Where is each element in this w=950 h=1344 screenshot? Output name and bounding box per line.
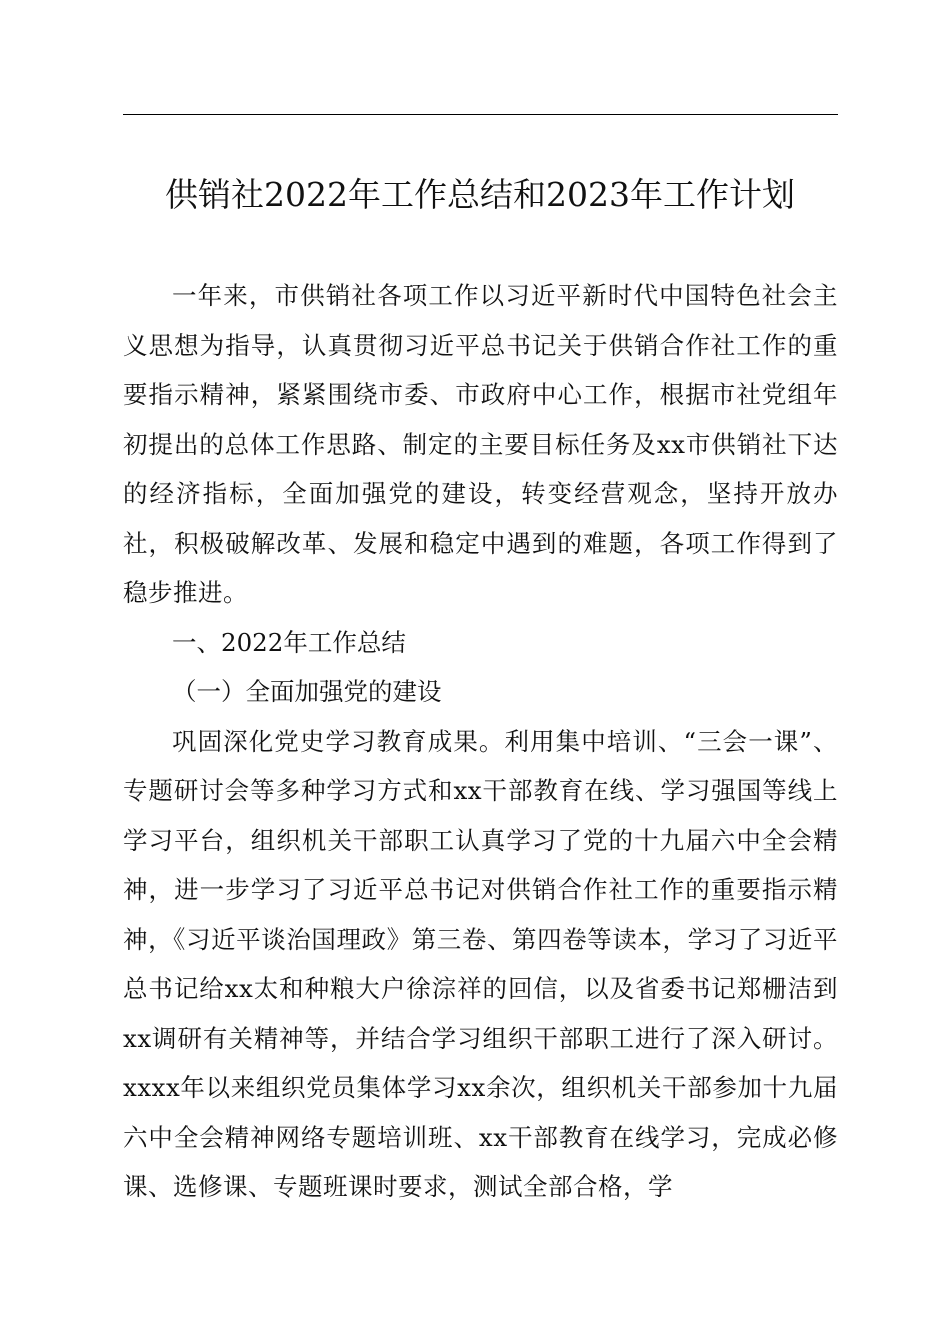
document-title: 供销社2022年工作总结和2023年工作计划: [165, 175, 795, 214]
intro-paragraph: 一年来，市供销社各项工作以习近平新时代中国特色社会主义思想为指导，认真贯彻习近平总书记关于供销合作社工作的重要指示精神，紧紧围绕市委、市政府中心工作，根据市社党组年初提出的总体工作思路、制定的主要目标任务及xx市供销社下达的经济指标，全面加强党的建设，转变经营观念，坚持开放办社，积极破解改革、发展和稳定中遇到的难题，各项工作得到了稳步推进。: [123, 281, 838, 607]
document-body: [123, 271, 838, 1212]
section-heading: 一、2022年工作总结: [172, 627, 406, 657]
header-rule: [123, 114, 838, 115]
subsection-heading: （一）全面加强党的建设: [172, 677, 442, 706]
body-paragraph: 巩固深化党史学习教育成果。利用集中培训、“三会一课”、专题研讨会等多种学习方式和xx干部教育在线、学习强国等线上学习平台，组织机关干部职工认真学习了党的十九届六中全会精神，进一步学习了习近平总书记对供销合作社工作的重要指示精神，《习近平谈治国理政》第三卷、第四卷等读本，学习了习近平总书记给xx太和种粮大户徐淙祥的回信，以及省委书记郑栅洁到xx调研有关精神等，并结合学习组织干部职工进行了深入研讨。xxxx年以来组织党员集体学习xx余次，组织机关干部参加十九届六中全会精神网络专题培训班、xx干部教育在线学习，完成必修课、选修课、专题班课时要求，测试全部合格，学: [123, 726, 838, 1201]
